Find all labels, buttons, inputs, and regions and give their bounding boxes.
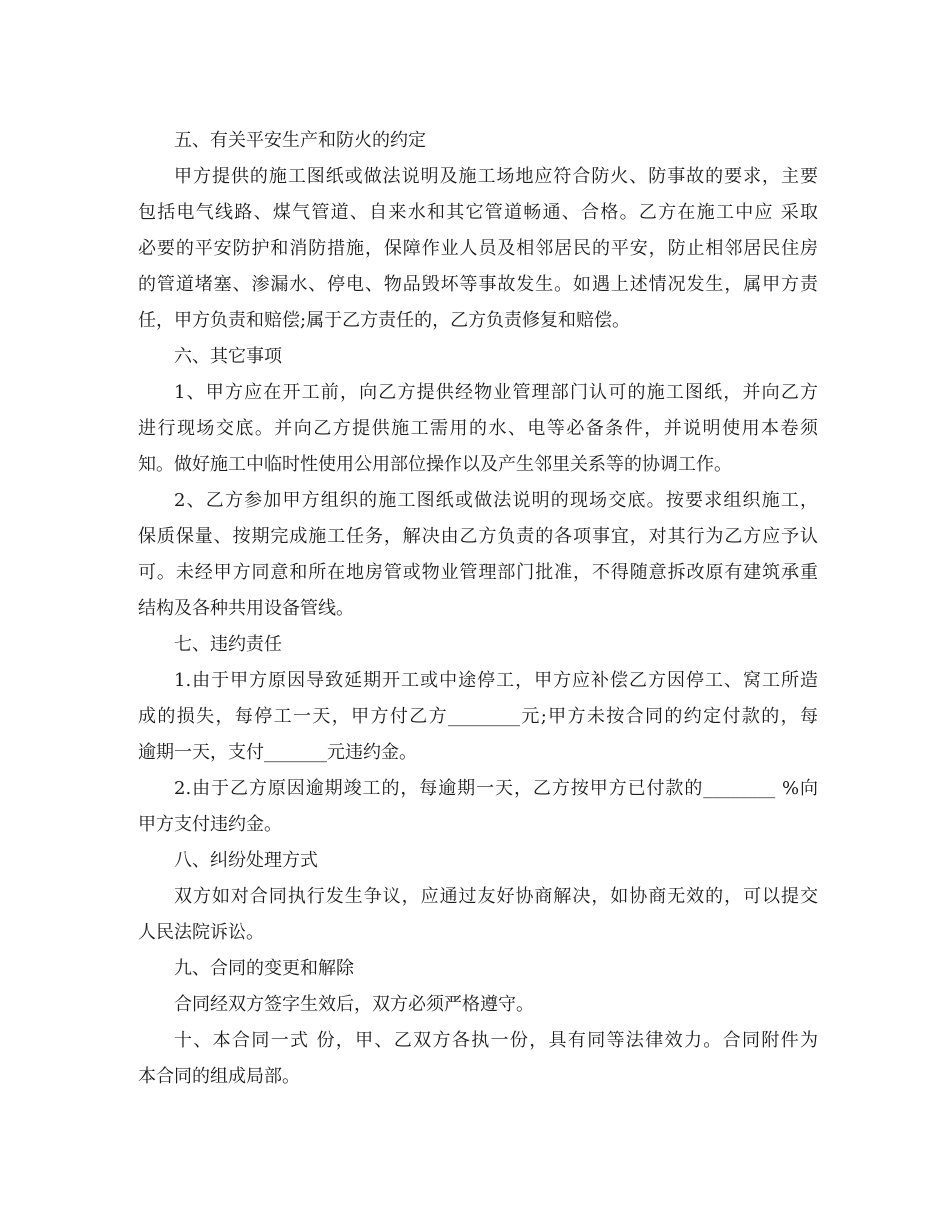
text-line: 的管道堵塞、渗漏水、停电、物品毁坏等事故发生。如遇上述情况发生，属甲方责 xyxy=(138,274,818,295)
text-line: 必要的平安防护和消防措施，保障作业人员及相邻居民的平安，防止相邻居民住房 xyxy=(138,238,818,259)
text-line: 成的损失，每停工一天，甲方付乙方________元;甲方未按合同的约定付款的，每 xyxy=(138,706,818,727)
document-body xyxy=(138,123,818,1095)
text-line: 逾期一天，支付_______元违约金。 xyxy=(138,742,417,763)
text-line: 八、纠纷处理方式 xyxy=(174,850,318,871)
text-line: 1.由于甲方原因导致延期开工或中途停工，甲方应补偿乙方因停工、窝工所造 xyxy=(174,670,818,691)
text-line: 知。做好施工中临时性使用公用部位操作以及产生邻里关系等的协调工作。 xyxy=(138,454,732,475)
text-line: 包括电气线路、煤气管道、自来水和其它管道畅通、合格。乙方在施工中应 采取 xyxy=(138,202,818,223)
text-line: 结构及各种共用设备管线。 xyxy=(138,598,354,619)
text-line: 本合同的组成局部。 xyxy=(138,1066,300,1087)
text-line: 双方如对合同执行发生争议，应通过友好协商解决，如协商无效的，可以提交 xyxy=(174,886,818,907)
text-line: 可。未经甲方同意和所在地房管或物业管理部门批准，不得随意拆改原有建筑承重 xyxy=(138,562,818,583)
text-line: 十、本合同一式 份，甲、乙双方各执一份，具有同等法律效力。合同附件为 xyxy=(174,1030,818,1051)
text-line: 六、其它事项 xyxy=(174,346,282,367)
text-line: 2.由于乙方原因逾期竣工的，每逾期一天，乙方按甲方已付款的________ %向 xyxy=(174,778,818,799)
text-line: 合同经双方签字生效后，双方必须严格遵守。 xyxy=(174,994,534,1015)
text-line: 甲方提供的施工图纸或做法说明及施工场地应符合防火、防事故的要求，主要 xyxy=(174,166,818,187)
text-line: 任，甲方负责和赔偿;属于乙方责任的，乙方负责修复和赔偿。 xyxy=(138,310,631,331)
text-line: 保质保量、按期完成施工任务，解决由乙方负责的各项事宜，对其行为乙方应予认 xyxy=(138,526,818,547)
text-line: 甲方支付违约金。 xyxy=(138,814,282,835)
text-line: 进行现场交底。并向乙方提供施工需用的水、电等必备条件，并说明使用本卷须 xyxy=(138,418,818,439)
text-line: 九、合同的变更和解除 xyxy=(174,958,354,979)
text-line: 五、有关平安生产和防火的约定 xyxy=(174,130,426,151)
text-line: 七、违约责任 xyxy=(174,634,282,655)
text-line: 人民法院诉讼。 xyxy=(138,922,264,943)
text-line: 2、乙方参加甲方组织的施工图纸或做法说明的现场交底。按要求组织施工， xyxy=(174,490,818,511)
text-line: 1、甲方应在开工前，向乙方提供经物业管理部门认可的施工图纸，并向乙方 xyxy=(174,382,818,403)
